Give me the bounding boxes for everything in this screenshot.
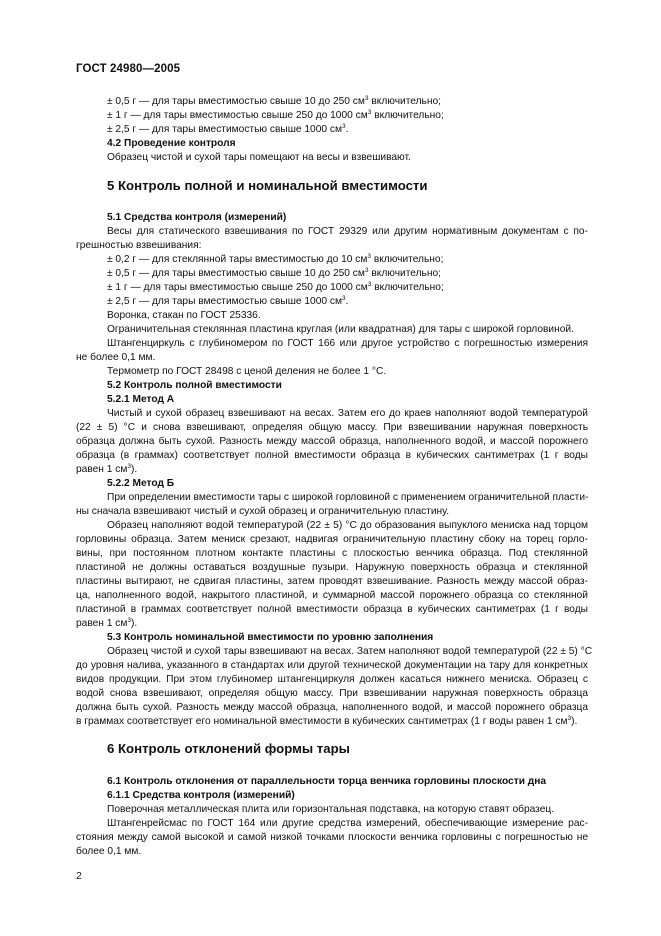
paragraph-line: видов продукции. При этом глубиномер штангенциркуля должен касаться нижнего мениска. Образец с: [76, 674, 588, 685]
paragraph-line: горловины образца. Затем мениск срезают, надвигая ограничительную пластину сбоку на торец горло-: [76, 534, 588, 545]
page-number: 2: [76, 870, 82, 882]
subsection-title-6-1: 6.1 Контроль отклонения от параллельности торца венчика горловины плоскости дна: [107, 776, 547, 787]
paragraph-line: до уровня налива, указанного в стандартах или другой технической документации на тару для конкретных: [76, 660, 588, 671]
subsection-title-5-1: 5.1 Средства контроля (измерений): [107, 212, 287, 223]
paragraph-line: Весы для статического взвешивания по ГОСТ 29329 или другим нормативным документам с по-: [107, 226, 588, 237]
paragraph-line: должна быть сухой. Разность между массой образца, наполненного водой, и массой порожнего образца: [76, 702, 588, 713]
tolerance-line: ± 0,2 г — для стеклянной тары вместимостью до 10 $см^3$ включительно;: [107, 253, 444, 265]
paragraph-line: Воронка, стакан по ГОСТ 25336.: [107, 310, 261, 321]
paragraph-line: Образец чистой и сухой тары взвешивают на весах. Затем наполняют водой температурой (22 ± 5) °С: [107, 646, 593, 657]
subsection-title-4-2: 4.2 Проведение контроля: [107, 138, 236, 149]
tolerance-line: ± 0,5 г — для тары вместимостью свыше 10 до 250 $см^3$ включительно;: [107, 267, 441, 279]
paragraph-line: Образец чистой и сухой тары помещают на весы и взвешивают.: [107, 152, 411, 163]
paragraph-line: пластиной не должны оставаться воздушные пузыри. Наружную поверхность образца и стеклянной: [76, 562, 588, 573]
section-title-5: 5 Контроль полной и номинальной вместимости: [107, 178, 428, 193]
subsection-title-5-3: 5.3 Контроль номинальной вместимости по уровню заполнения: [107, 632, 434, 643]
tolerance-line: ± 1 г — для тары вместимостью свыше 250 до 1000 $см^3$ включительно;: [107, 281, 444, 293]
paragraph-line: стояния между самой высокой и самой низкой точками плоскости венчика горловины с погрешностью не: [76, 832, 588, 843]
paragraph-line: (22 ± 5) °С и снова взвешивают, определяя общую массу. При взвешивании наружная поверхность: [76, 422, 588, 433]
paragraph-line: образца (в граммах) соответствует полной вместимости образца в кубических сантиметрах (1 г воды: [76, 450, 588, 461]
paragraph-line: Образец наполняют водой температурой (22 ± 5) °С до образования выпуклого мениска над торцом: [107, 520, 588, 531]
paragraph-line: грешностью взвешивания:: [76, 240, 202, 251]
paragraph-line: Штангенциркуль с глубиномером по ГОСТ 166 или другое устройство с погрешностью измерения: [107, 338, 588, 349]
paragraph-line: Ограничительная стеклянная пластина круглая (или квадратная) для тары с широкой горловиной.: [107, 324, 574, 335]
paragraph-line: не более 0,1 мм.: [76, 352, 156, 363]
subsection-title-6-1-1: 6.1.1 Средства контроля (измерений): [107, 790, 295, 801]
paragraph-line: вины, при постоянном плотном контакте пластины с плоскостью венчика образца. Под стеклянной: [76, 548, 588, 559]
subsection-title-5-2: 5.2 Контроль полной вместимости: [107, 380, 282, 391]
paragraph-line: равен 1 $см^3$).: [76, 617, 138, 629]
tolerance-line: ± 2,5 г — для тары вместимостью свыше 1000 $см^3$.: [107, 295, 349, 307]
subsection-title-5-2-2: 5.2.2 Метод Б: [107, 478, 175, 489]
tolerance-line: ± 2,5 г — для тары вместимостью свыше 1000 $см^3$.: [107, 123, 349, 135]
paragraph-line: Термометр по ГОСТ 28498 с ценой деления не более 1 °С.: [107, 366, 387, 377]
paragraph-line: ца, наполненного водой, накрытого пластиной, и суммарной массой порожнего образца со стеклянной: [76, 590, 588, 601]
paragraph-line: в граммах соответствует его номинальной вместимости в кубических сантиметрах (1 г воды равен 1 $см^3$).: [76, 715, 578, 727]
section-title-6: 6 Контроль отклонений формы тары: [107, 741, 350, 756]
paragraph-line: При определении вместимости тары с широкой горловиной с применением ограничительной пласти-: [107, 492, 589, 503]
paragraph-line: Штангенрейсмас по ГОСТ 164 или другие средства измерений, обеспечивающие измерение рас-: [107, 818, 588, 829]
paragraph-line: водой снова взвешивают, определяя общую массу. При взвешивании наружная поверхность образца: [76, 688, 588, 699]
tolerance-line: ± 0,5 г — для тары вместимостью свыше 10 до 250 $см^3$ включительно;: [107, 95, 441, 107]
subsection-title-5-2-1: 5.2.1 Метод А: [107, 394, 175, 405]
tolerance-line: ± 1 г — для тары вместимостью свыше 250 до 1000 $см^3$ включительно;: [107, 109, 444, 121]
paragraph-line: Поверочная металлическая плита или горизонтальная подставка, на которую ставят образец.: [107, 804, 555, 815]
document-header: ГОСТ 24980—2005: [76, 63, 181, 75]
paragraph-line: пластины вытирают, не сдвигая пластины, затем проводят взвешивание. Разность между массой образ-: [76, 576, 588, 587]
paragraph-line: образца должна быть сухой. Разность между массой образца, наполненного водой, и массой порожнего: [76, 436, 588, 447]
paragraph-line: равен 1 $см^3$).: [76, 463, 138, 475]
paragraph-line: более 0,1 мм.: [76, 846, 142, 857]
paragraph-line: ны сначала взвешивают чистый и сухой образец и ограничительную пластину.: [76, 506, 450, 517]
paragraph-line: пластиной в граммах соответствует полной вместимости образца в кубических сантиметрах (1 г воды: [76, 604, 588, 615]
paragraph-line: Чистый и сухой образец взвешивают на весах. Затем его до краев наполняют водой температурой: [107, 408, 588, 419]
